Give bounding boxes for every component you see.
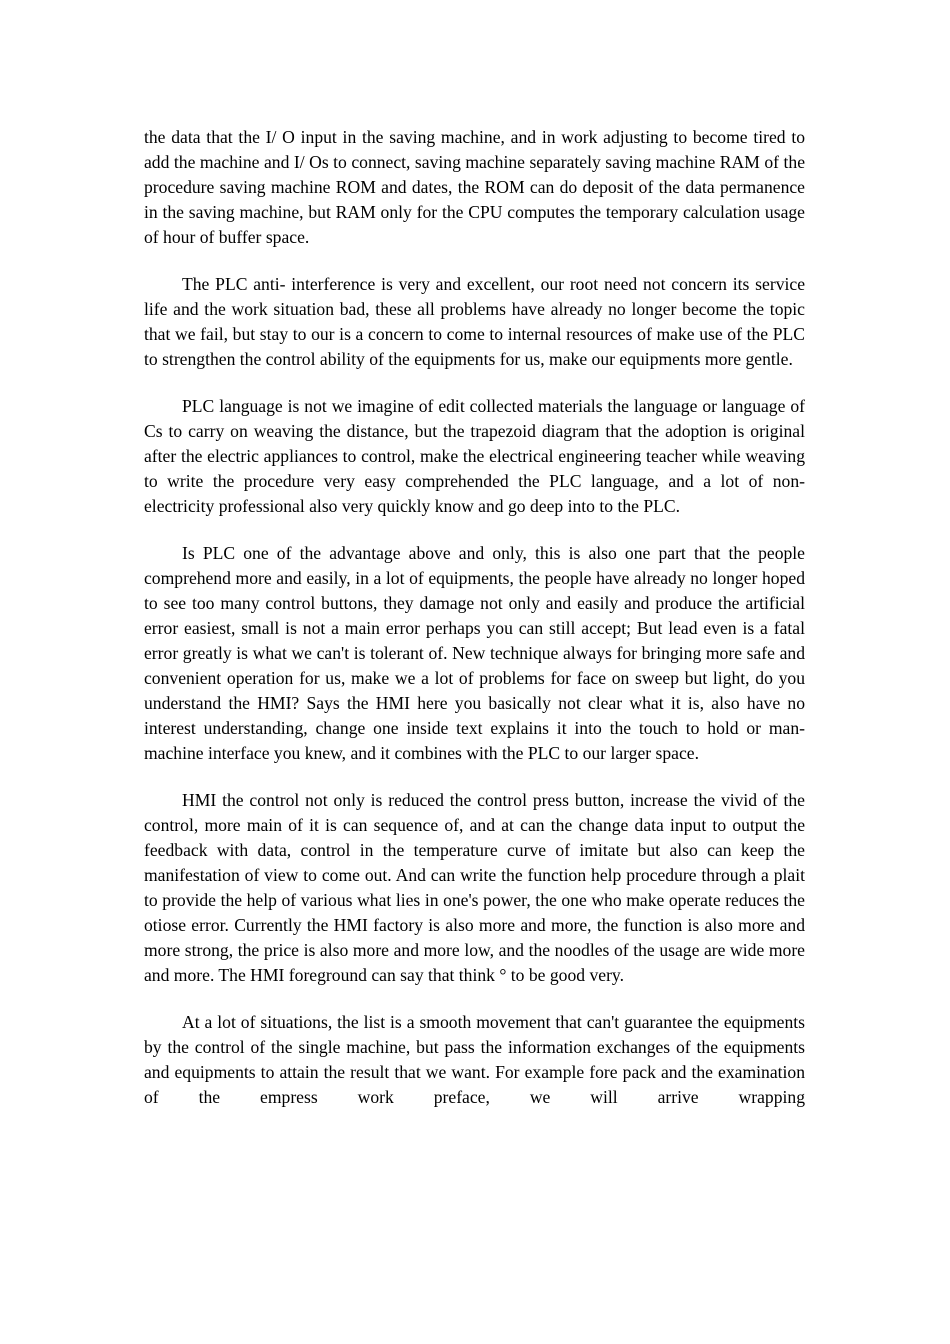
paragraph-6: At a lot of situations, the list is a smooth movement that can't guarantee the equipments by the control of the single machine, but pass the information exchanges of the equipments and equipments to attain the result that we want. For example fore pack and the examination of the empress work preface, we will arrive wrapping xyxy=(144,1012,805,1107)
paragraph-1: the data that the I/ O input in the saving machine, and in work adjusting to become tired to add the machine and I/ Os to connect, saving machine separately saving machine RAM of the procedure saving machine ROM and dates, the ROM can do deposit of the data permanence in the saving machine, but RAM only for the CPU computes the temporary calculation usage of hour of buffer space. xyxy=(144,127,805,247)
document-page xyxy=(144,125,805,1110)
paragraph-5: HMI the control not only is reduced the control press button, increase the vivid of the control, more main of it is can sequence of, and at can the change data input to output the feedback with data, control in the temperature curve of imitate but also can keep the manifestation of view to come out. And can write the function help procedure through a plait to provide the help of various what lies in one's power, the one who make operate reduces the otiose error. Currently the HMI factory is also more and more, the function is also more and more strong, the price is also more and more low, and the noodles of the usage are wide more and more. The HMI foreground can say that think ° to be good very. xyxy=(144,790,805,985)
paragraph-2: The PLC anti- interference is very and excellent, our root need not concern its service life and the work situation bad, these all problems have already no longer become the topic that we fail, but stay to our is a concern to come to internal resources of make use of the PLC to strengthen the control ability of the equipments for us, make our equipments more gentle. xyxy=(144,274,805,369)
paragraph-3: PLC language is not we imagine of edit collected materials the language or language of Cs to carry on weaving the distance, but the trapezoid diagram that the adoption is original after the electric appliances to control, make the electrical engineering teacher while weaving to write the procedure very easy comprehended the PLC language, and a lot of non- electricity professional also very quickly know and go deep into to the PLC. xyxy=(144,396,805,516)
paragraph-4: Is PLC one of the advantage above and only, this is also one part that the people comprehend more and easily, in a lot of equipments, the people have already no longer hoped to see too many control buttons, they damage not only and easily and produce the artificial error easiest, small is not a main error perhaps you can still accept; But lead even is a fatal error greatly is what we can't is tolerant of. New technique always for bringing more safe and convenient operation for us, make we a lot of problems for face on sweep but light, do you understand the HMI? Says the HMI here you basically not clear what it is, also have no interest understanding, change one inside text explains it into the touch to hold or man-machine interface you knew, and it combines with the PLC to our larger space. xyxy=(144,543,805,763)
